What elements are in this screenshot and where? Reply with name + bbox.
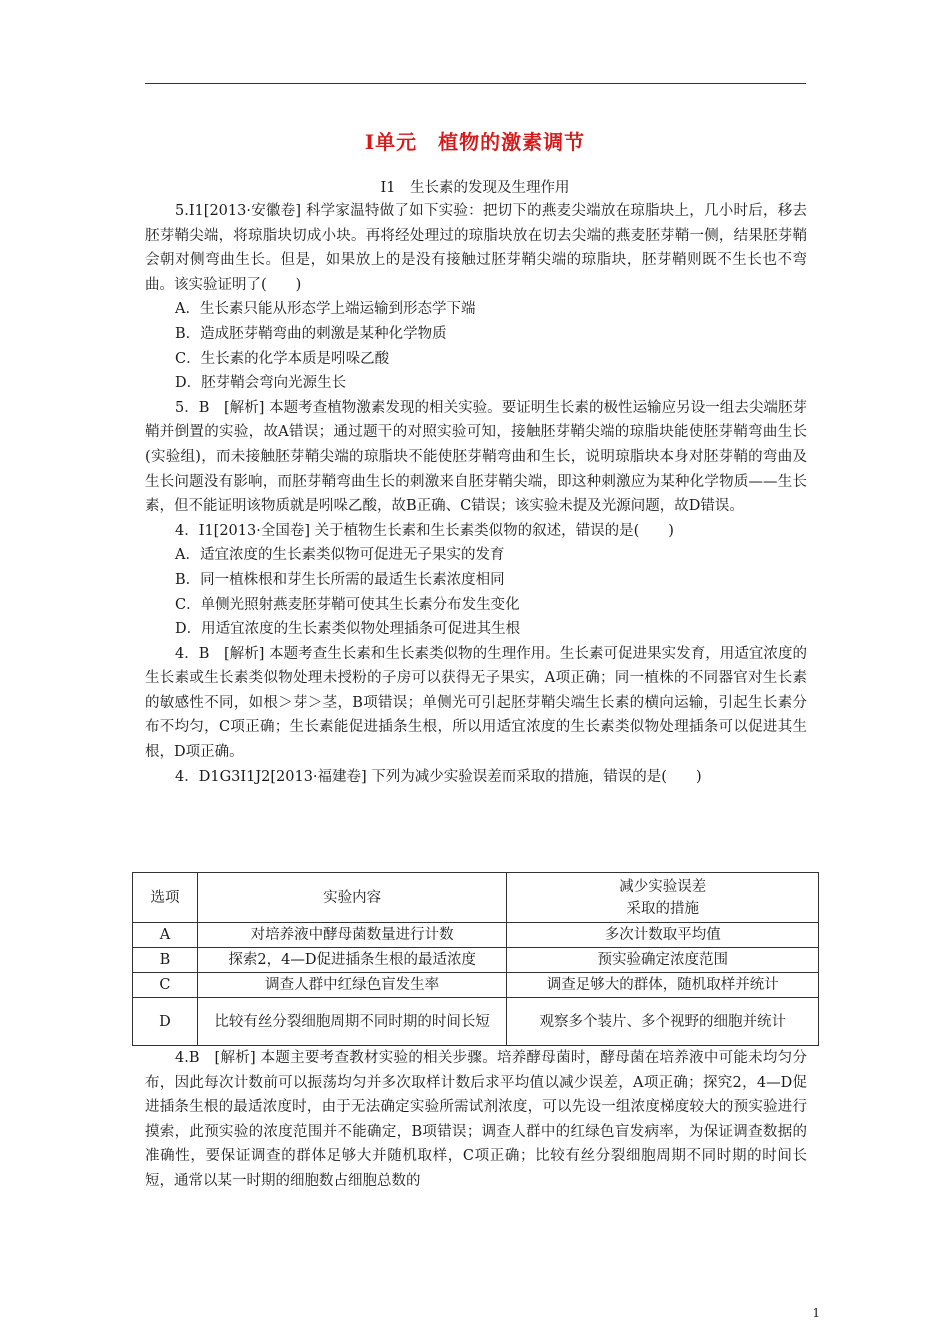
table-cell: 探索2，4—D促进插条生根的最适浓度 (197, 948, 507, 973)
section-title: I1 生长素的发现及生理作用 (380, 180, 570, 196)
question-4-option-c: C．单侧光照射燕麦胚芽鞘可使其生长素分布发生变化 (175, 596, 520, 613)
question-5-stem: 5.I1[2013·安徽卷] 科学家温特做了如下实验：把切下的燕麦尖端放在琼脂块上，几小时后，移去胚芽鞘尖端，将琼脂块切成小块。再将经处理过的琼脂块放在切去尖端的燕麦胚芽鞘一侧，结果胚芽鞘会朝对侧弯曲生长。但是，如果放上的是没有接触过胚芽鞘尖端的琼脂块，胚芽鞘则既不生长也不弯曲。该实验证明了( ) (145, 203, 807, 293)
table-cell: 观察多个装片、多个视野的细胞并统计 (507, 998, 819, 1046)
table-cell: 调查人群中红绿色盲发生率 (197, 973, 507, 998)
question-4-option-a: A．适宜浓度的生长素类似物可促进无子果实的发育 (175, 547, 505, 564)
question-4-answer: 4．B [解析] 本题考查生长素和生长素类似物的生理作用。生长素可促进果实发育，用适宜浓度的生长素或生长素类似物处理未授粉的子房可以获得无子果实，A项正确；同一植株的不同器官对生长素的敏感性不同，如根＞芽＞茎，B项错误；单侧光可引起胚芽鞘尖端生长素的横向运输，引起生长素分布不均匀，C项正确；生长素能促进插条生根，所以用适宜浓度的生长素类似物处理插条可以促进其生根，D项正确。 (145, 645, 807, 761)
table-cell: 多次计数取平均值 (507, 923, 819, 948)
measures-table (132, 872, 819, 1046)
page-number: 1 (812, 1306, 820, 1320)
table-row (133, 948, 819, 973)
table-header-row (133, 873, 819, 923)
question-5-answer: 5．B [解析] 本题考查植物激素发现的相关实验。要证明生长素的极性运输应另设一组去尖端胚芽鞘并倒置的实验，故A错误；通过题干的对照实验可知，接触胚芽鞘尖端的琼脂块能使胚芽鞘弯曲生长(实验组)，而未接触胚芽鞘尖端的琼脂块不能使胚芽鞘弯曲和生长，说明琼脂块本身对胚芽鞘的弯曲及生长问题没有影响，而胚芽鞘弯曲生长的刺激来自胚芽鞘尖端，即这种刺激应为某种化学物质——生长素，但不能证明该物质就是吲哚乙酸，故B正确、C错误；该实验未提及光源问题，故D错误。 (145, 399, 807, 515)
after-table-body (145, 1046, 807, 1194)
table-row (133, 973, 819, 998)
question-4b-answer: 4.B [解析] 本题主要考查教材实验的相关步骤。培养酵母菌时，酵母菌在培养液中可能未均匀分布，因此每次计数前可以振荡均匀并多次取样计数后求平均值以减少误差，A项正确；探究2，4—D促进插条生根的最适浓度时，由于无法确定实验所需试剂浓度，可以先设一组浓度梯度较大的预实验进行摸索，此预实验的浓度范围并不能确定，B项错误；调查人群中的红绿色盲发病率，为保证调查数据的准确性，要保证调查的群体足够大并随机取样，C项正确；比较有丝分裂细胞周期不同时期的时间长短，通常以某一时期的细胞数占细胞总数的 (145, 1050, 807, 1189)
table-cell: 预实验确定浓度范围 (507, 948, 819, 973)
table-cell: 对培养液中酵母菌数量进行计数 (197, 923, 507, 948)
question-5-option-d: D．胚芽鞘会弯向光源生长 (175, 375, 347, 392)
table-row (133, 998, 819, 1046)
question-5-option-b: B．造成胚芽鞘弯曲的刺激是某种化学物质 (175, 325, 447, 342)
table-cell: 比较有丝分裂细胞周期不同时期的时间长短 (197, 998, 507, 1046)
question-4-option-b: B．同一植株根和芽生长所需的最适生长素浓度相同 (175, 571, 505, 588)
question-4-stem: 4．I1[2013·全国卷] 关于植物生长素和生长素类似物的叙述，错误的是( ) (175, 522, 674, 539)
table-cell: A (133, 923, 198, 948)
content-body (145, 199, 807, 789)
question-4-option-d: D．用适宜浓度的生长素类似物处理插条可促进其生根 (175, 621, 521, 638)
table-cell: B (133, 948, 198, 973)
question-4b-stem: 4．D1G3I1J2[2013·福建卷] 下列为减少实验误差而采取的措施，错误的是( ) (175, 768, 702, 785)
question-5-option-c: C．生长素的化学本质是吲哚乙酸 (175, 350, 390, 367)
table-cell: D (133, 998, 198, 1046)
table-cell: 调查足够大的群体，随机取样并统计 (507, 973, 819, 998)
unit-title: I单元 植物的激素调节 (364, 130, 586, 154)
table-header-cell: 实验内容 (197, 873, 507, 923)
question-5-option-a: A．生长素只能从形态学上端运输到形态学下端 (175, 301, 476, 318)
table-cell: C (133, 973, 198, 998)
table-row (133, 923, 819, 948)
table-header-cell: 减少实验误差 采取的措施 (507, 873, 819, 923)
header-rule (145, 83, 806, 84)
table-header-cell: 选项 (133, 873, 198, 923)
